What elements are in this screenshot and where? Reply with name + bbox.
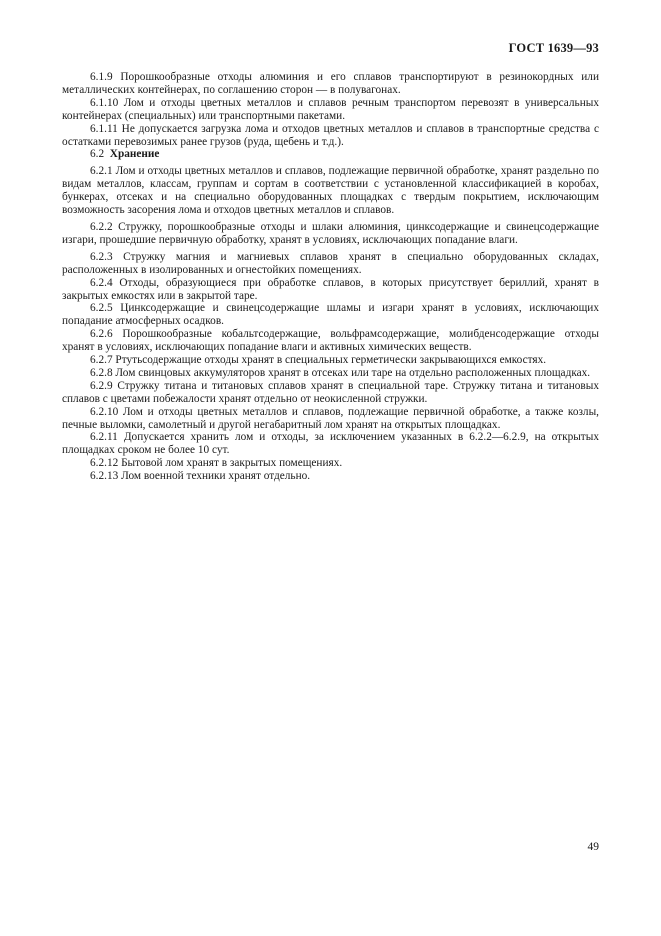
section-title: Хранение <box>109 148 160 161</box>
paragraph-6-2-1: 6.2.1 Лом и отходы цветных металлов и сплавов, подлежащие первичной обработке, хранят раздельно по видам металлов, классам, группам и сортам в соответствии с установленной классификацией в коробах, бункерах, отсеках и на специально оборудованных площадках с твердым покрытием, исключающим возможность засорения лома и отходов цветных металлов и сплавов. <box>62 165 599 217</box>
section-heading-6-2 <box>62 148 599 161</box>
paragraph-6-2-4: 6.2.4 Отходы, образующиеся при обработке сплавов, в которых присутствует бериллий, хранят в закрытых емкостях или в закрытой таре. <box>62 276 599 302</box>
paragraph-6-2-3: 6.2.3 Стружку магния и магниевых сплавов хранят в специально оборудованных складах, расположенных в изолированных и огнестойких помещениях. <box>62 250 599 276</box>
paragraph-6-2-9: 6.2.9 Стружку титана и титановых сплавов хранят в специальной таре. Стружку титана и титановых сплавов с цветами побежалости хранят отдельно от неокисленной стружки. <box>62 379 599 405</box>
paragraph-6-2-7: 6.2.7 Ртутьсодержащие отходы хранят в специальных герметически закрывающихся емкостях. <box>90 354 547 367</box>
paragraph-6-2-6: 6.2.6 Порошкообразные кобальтсодержащие, вольфрамсодержащие, молибденсодержащие отходы хранят в условиях, исключающих попадание влаги и активных химических веществ. <box>62 328 599 354</box>
paragraph-6-1-11: 6.1.11 Не допускается загрузка лома и отходов цветных металлов и сплавов в транспортные средства с остатками перевозимых ранее грузов (руда, щебень и т.д.). <box>62 122 599 148</box>
section-number: 6.2 <box>90 148 105 161</box>
paragraph-6-2-10: 6.2.10 Лом и отходы цветных металлов и сплавов, подлежащие первичной обработке, а также козлы, печные выломки, самолетный и другой негабаритный лом хранят на открытых площадках. <box>62 405 599 431</box>
paragraph-6-2-2: 6.2.2 Стружку, порошкообразные отходы и шлаки алюминия, цинксодержащие и свинецсодержащие изгари, прошедшие первичную обработку, хранят в условиях, исключающих попадание влаги. <box>62 220 599 246</box>
paragraph-6-2-12: 6.2.12 Бытовой лом хранят в закрытых помещениях. <box>90 457 343 470</box>
paragraph-6-2-11: 6.2.11 Допускается хранить лом и отходы, за исключением указанных в 6.2.2—6.2.9, на открытых площадках сроком не более 10 сут. <box>62 431 599 457</box>
paragraph-6-2-13: 6.2.13 Лом военной техники хранят отдельно. <box>90 470 311 483</box>
paragraph-6-2-5: 6.2.5 Цинксодержащие и свинецсодержащие шламы и изгари хранят в условиях, исключающих попадание атмосферных осадков. <box>62 302 599 328</box>
paragraph-6-1-9: 6.1.9 Порошкообразные отходы алюминия и его сплавов транспортируют в резинокордных или металлических контейнерах, по соглашению сторон — в полувагонах. <box>62 71 599 96</box>
page-number: 49 <box>587 841 599 853</box>
document-body <box>62 71 599 483</box>
paragraph-6-2-8: 6.2.8 Лом свинцовых аккумуляторов хранят в отсеках или таре на отдельно расположенных площадках. <box>90 366 591 379</box>
document-code: ГОСТ 1639—93 <box>508 41 599 55</box>
paragraph-6-1-10: 6.1.10 Лом и отходы цветных металлов и сплавов речным транспортом перевозят в универсальных контейнерах (специальных) или транспортными пакетами. <box>62 96 599 122</box>
